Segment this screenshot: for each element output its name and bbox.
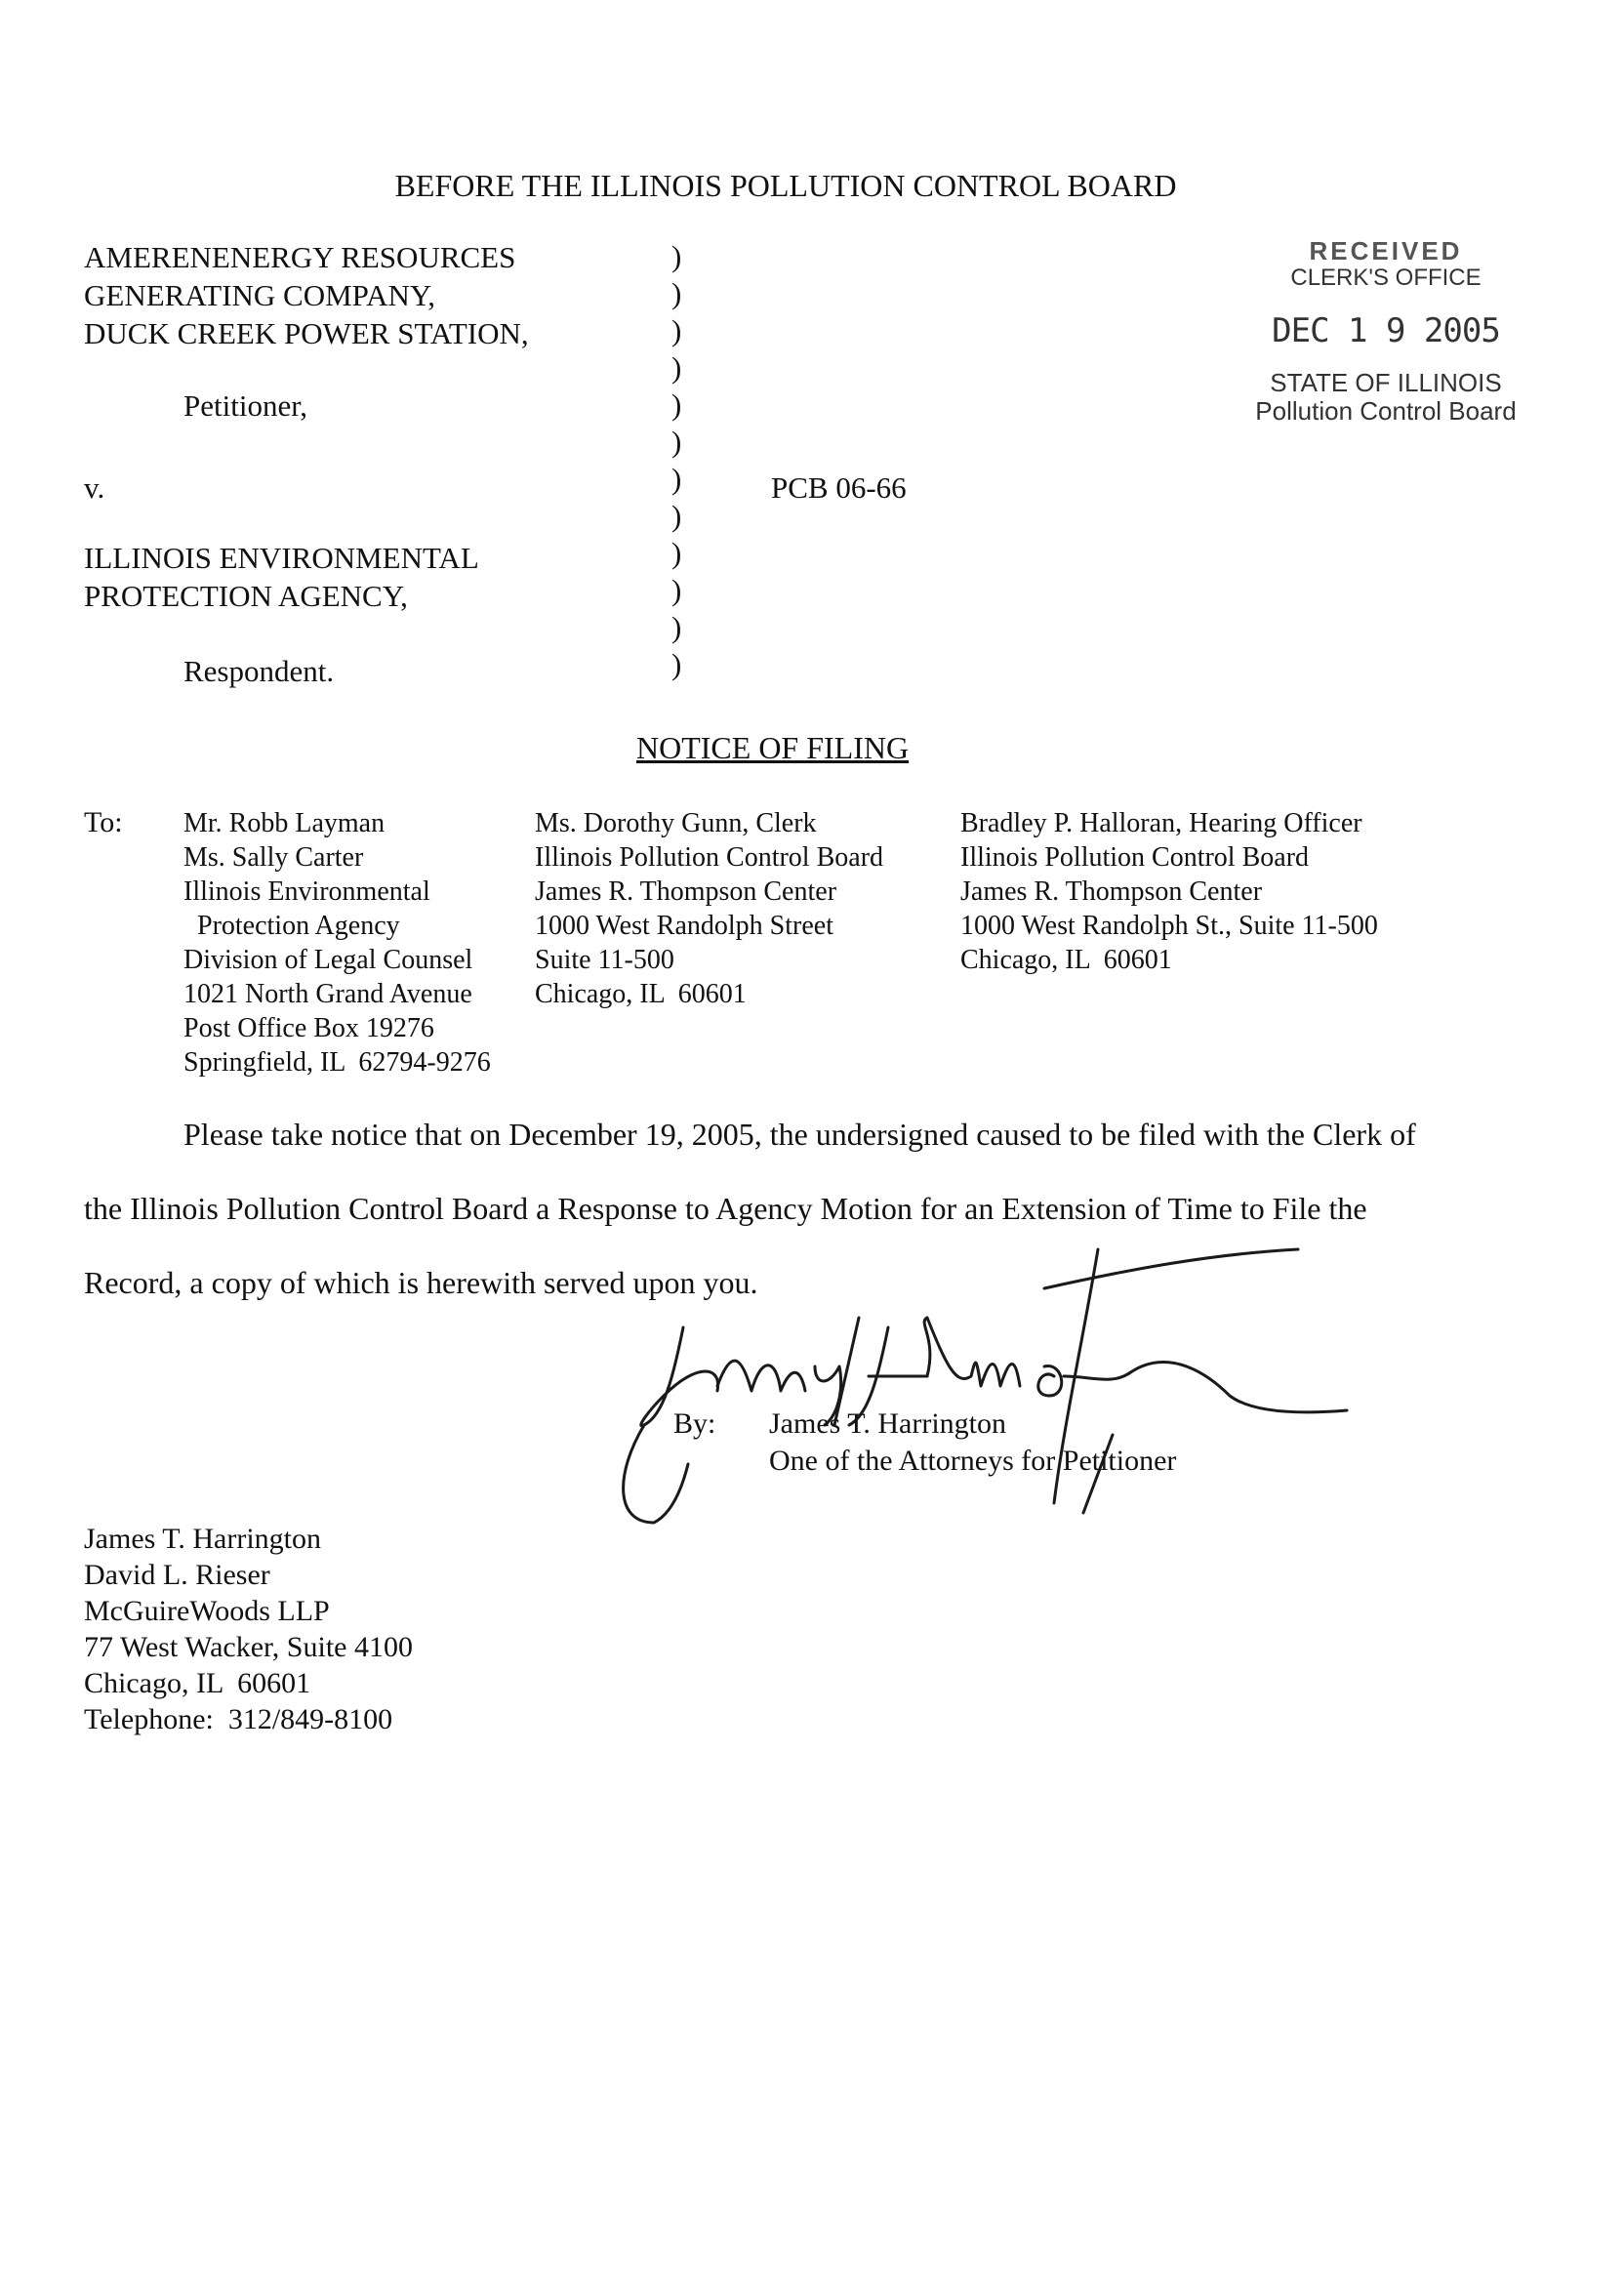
caption-parenthesis-column <box>671 238 681 683</box>
stamp-received: RECEIVED <box>1309 236 1463 265</box>
recipient-line: Illinois Environmental <box>183 876 430 907</box>
court-caption: BEFORE THE ILLINOIS POLLUTION CONTROL BOARD <box>394 168 1177 203</box>
caption-parenthesis: ) <box>671 276 682 310</box>
stamp-date: DEC 1 9 2005 <box>1272 311 1500 350</box>
notice-title: NOTICE OF FILING <box>636 730 910 765</box>
body-text-line-2: the Illinois Pollution Control Board a Response to Agency Motion for an Extension of Time to File the <box>84 1191 1367 1226</box>
caption-parenthesis: ) <box>671 647 682 681</box>
signer-title: One of the Attorneys for Petitioner <box>769 1445 1177 1477</box>
respondent-name <box>84 539 479 615</box>
stamp-board: Pollution Control Board <box>1255 396 1517 426</box>
caption-parenthesis: ) <box>671 387 682 422</box>
to-label: To: <box>84 806 123 838</box>
versus-label: v. <box>84 470 105 505</box>
caption-parenthesis: ) <box>671 239 682 273</box>
recipient-line: Protection Agency <box>183 911 400 941</box>
recipient-line: Chicago, IL 60601 <box>535 979 747 1009</box>
recipient-line: Ms. Sally Carter <box>183 842 364 873</box>
respondent-name-line: PROTECTION AGENCY, <box>84 579 408 613</box>
counsel-line: McGuireWoods LLP <box>84 1595 330 1627</box>
signature-by-label: By: <box>673 1407 716 1440</box>
recipient-line: Springfield, IL 62794-9276 <box>183 1047 491 1078</box>
recipient-line: James R. Thompson Center <box>960 876 1263 907</box>
respondent-role: Respondent. <box>183 654 335 688</box>
received-stamp <box>1220 236 1552 427</box>
body-text-line-3: Record, a copy of which is herewith served upon you. <box>84 1265 758 1300</box>
counsel-line: James T. Harrington <box>84 1523 322 1555</box>
recipient-line: Bradley P. Halloran, Hearing Officer <box>960 808 1362 838</box>
caption-parenthesis: ) <box>671 350 682 385</box>
stamp-state: STATE OF ILLINOIS <box>1270 368 1502 397</box>
petitioner-role: Petitioner, <box>183 388 308 423</box>
petitioner-name-line: GENERATING COMPANY, <box>84 278 435 312</box>
counsel-line: David L. Rieser <box>84 1559 270 1591</box>
caption-parenthesis: ) <box>671 536 682 570</box>
counsel-line: Chicago, IL 60601 <box>84 1667 311 1699</box>
counsel-line: 77 West Wacker, Suite 4100 <box>84 1631 413 1663</box>
respondent-name-line: ILLINOIS ENVIRONMENTAL <box>84 541 479 575</box>
handwritten-signature <box>605 1230 1386 1542</box>
recipient-line: Ms. Dorothy Gunn, Clerk <box>535 808 817 838</box>
caption-parenthesis: ) <box>671 313 682 347</box>
recipient-line: James R. Thompson Center <box>535 876 837 907</box>
petitioner-name-line: DUCK CREEK POWER STATION, <box>84 316 529 350</box>
recipient-block-epa <box>183 806 491 1080</box>
petitioner-name-line: AMERENENERGY RESOURCES <box>84 240 516 274</box>
caption-parenthesis: ) <box>671 462 682 496</box>
stamp-office: CLERK'S OFFICE <box>1290 265 1482 291</box>
recipient-line: 1000 West Randolph Street <box>535 911 833 941</box>
recipient-line: Post Office Box 19276 <box>183 1013 434 1043</box>
recipient-line: Illinois Pollution Control Board <box>535 842 884 873</box>
recipient-line: 1000 West Randolph St., Suite 11-500 <box>960 911 1378 941</box>
caption-parenthesis: ) <box>671 425 682 459</box>
caption-parenthesis: ) <box>671 499 682 533</box>
recipient-block-hearing-officer <box>960 806 1378 977</box>
recipient-line: Suite 11-500 <box>535 945 674 975</box>
case-number: PCB 06-66 <box>771 470 907 505</box>
counsel-address-block <box>84 1521 413 1737</box>
recipient-line: 1021 North Grand Avenue <box>183 979 472 1009</box>
signer-name: James T. Harrington <box>769 1407 1007 1440</box>
petitioner-name <box>84 238 529 352</box>
recipient-line: Illinois Pollution Control Board <box>960 842 1310 873</box>
recipient-line: Mr. Robb Layman <box>183 808 386 838</box>
body-text-line-1: Please take notice that on December 19, 2005, the undersigned caused to be filed with the Clerk of <box>183 1117 1416 1152</box>
recipient-block-clerk <box>535 806 883 1011</box>
recipient-line: Division of Legal Counsel <box>183 945 473 975</box>
caption-parenthesis: ) <box>671 573 682 607</box>
counsel-line: Telephone: 312/849-8100 <box>84 1703 393 1735</box>
recipient-line: Chicago, IL 60601 <box>960 945 1172 975</box>
caption-parenthesis: ) <box>671 610 682 644</box>
